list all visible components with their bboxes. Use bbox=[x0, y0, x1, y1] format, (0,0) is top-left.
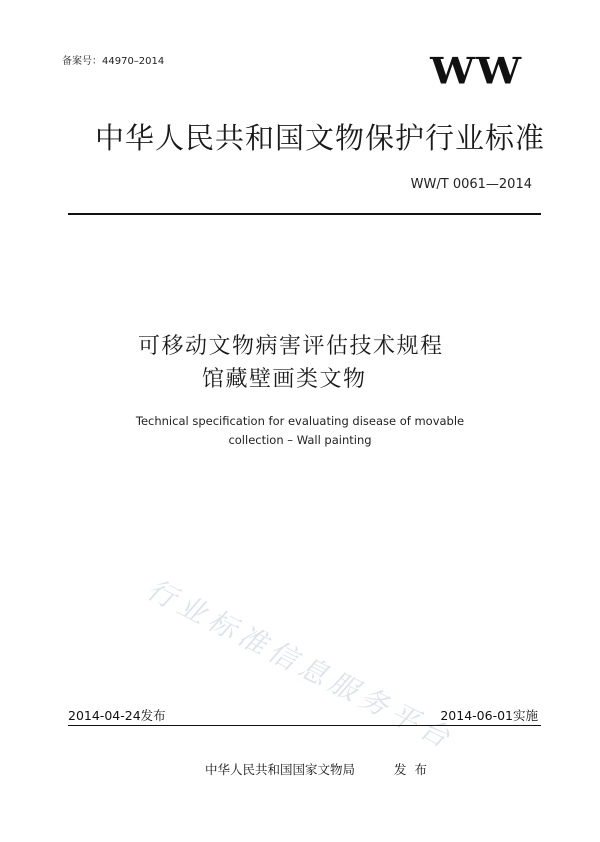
implementation-date: 2014-06-01实施 bbox=[440, 708, 538, 723]
document-title-en-line2: collection – Wall painting bbox=[228, 433, 372, 447]
record-number: 备案号：44970–2014 bbox=[62, 56, 165, 67]
watermark: 行业标准信息服务平台 bbox=[141, 572, 460, 757]
issuer-action: 发布 bbox=[394, 762, 436, 777]
standard-code: WW/T 0061—2014 bbox=[410, 177, 532, 192]
issue-date: 2014-04-24发布 bbox=[68, 708, 166, 723]
footer-divider bbox=[68, 725, 541, 726]
document-title-zh-line1: 可移动文物病害评估技术规程 bbox=[138, 334, 444, 359]
standard-title: 中华人民共和国文物保护行业标准 bbox=[95, 121, 546, 155]
document-title-zh-line2: 馆藏壁画类文物 bbox=[202, 367, 367, 392]
ww-logo: WW bbox=[430, 50, 522, 93]
issuing-authority: 中华人民共和国国家文物局 bbox=[205, 762, 356, 777]
document-title-en-line1: Technical specification for evaluating disease of movable bbox=[135, 414, 465, 428]
header-divider bbox=[68, 213, 541, 215]
